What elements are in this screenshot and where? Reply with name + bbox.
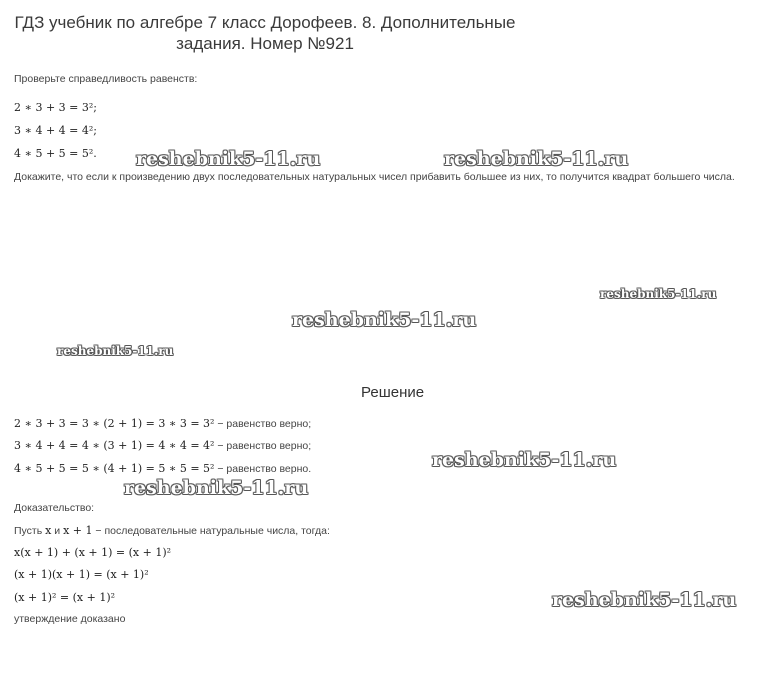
solution-line-3-note: − равенство верно. xyxy=(214,463,312,475)
page-title-line-1: ГДЗ учебник по алгебре 7 класс Дорофеев. 8. Дополнительные xyxy=(14,13,516,32)
solution-line-2 xyxy=(14,436,311,454)
solution-line-3-math: 4 ∗ 5 + 5 = 5 ∗ (4 + 1) = 5 ∗ 5 = 5² xyxy=(14,462,215,475)
watermark: reshebnik5-11.ru xyxy=(600,287,717,301)
solution-line-2-note: − равенство верно; xyxy=(214,440,312,452)
watermark: reshebnik5-11.ru xyxy=(124,477,309,499)
task-equation-2: 3 ∗ 4 + 4 = 4²; xyxy=(14,124,97,137)
watermark: reshebnik5-11.ru xyxy=(57,344,174,358)
watermark: reshebnik5-11.ru xyxy=(444,148,629,170)
task-prove-statement: Докажите, что если к произведению двух последовательных натуральных чисел прибавить большее из них, то получится квадрат большего числа. xyxy=(14,171,735,183)
page-title xyxy=(0,12,530,54)
watermark: reshebnik5-11.ru xyxy=(292,309,477,331)
proof-variable-x-plus-1: x + 1 xyxy=(63,524,93,537)
proof-variable-x: x xyxy=(45,524,52,537)
watermark: reshebnik5-11.ru xyxy=(552,589,737,611)
proof-premise xyxy=(14,524,330,537)
proof-premise-and: и xyxy=(51,525,64,537)
proof-label: Доказательство: xyxy=(14,502,95,514)
solution-line-3 xyxy=(14,459,311,477)
watermark: reshebnik5-11.ru xyxy=(136,148,321,170)
watermark: reshebnik5-11.ru xyxy=(432,449,617,471)
task-equation-1: 2 ∗ 3 + 3 = 3²; xyxy=(14,101,97,114)
solution-line-1-math: 2 ∗ 3 + 3 = 3 ∗ (2 + 1) = 3 ∗ 3 = 3² xyxy=(14,417,215,430)
solution-line-1-note: − равенство верно; xyxy=(214,418,312,430)
proof-step-3: (x + 1)² = (x + 1)² xyxy=(14,591,116,604)
proof-premise-prefix: Пусть xyxy=(14,525,46,537)
solution-line-1 xyxy=(14,414,311,432)
task-equation-3: 4 ∗ 5 + 5 = 5². xyxy=(14,147,97,160)
solution-line-2-math: 3 ∗ 4 + 4 = 4 ∗ (3 + 1) = 4 ∗ 4 = 4² xyxy=(14,439,215,452)
proof-step-1: x(x + 1) + (x + 1) = (x + 1)² xyxy=(14,546,172,559)
task-intro: Проверьте справедливость равенств: xyxy=(14,73,198,85)
proof-step-2: (x + 1)(x + 1) = (x + 1)² xyxy=(14,568,149,581)
solution-heading: Решение xyxy=(361,384,425,401)
proof-conclusion: утверждение доказано xyxy=(14,613,126,625)
proof-premise-suffix: − последовательные натуральные числа, тогда: xyxy=(92,525,330,537)
page-title-line-2: задания. Номер №921 xyxy=(176,34,354,53)
